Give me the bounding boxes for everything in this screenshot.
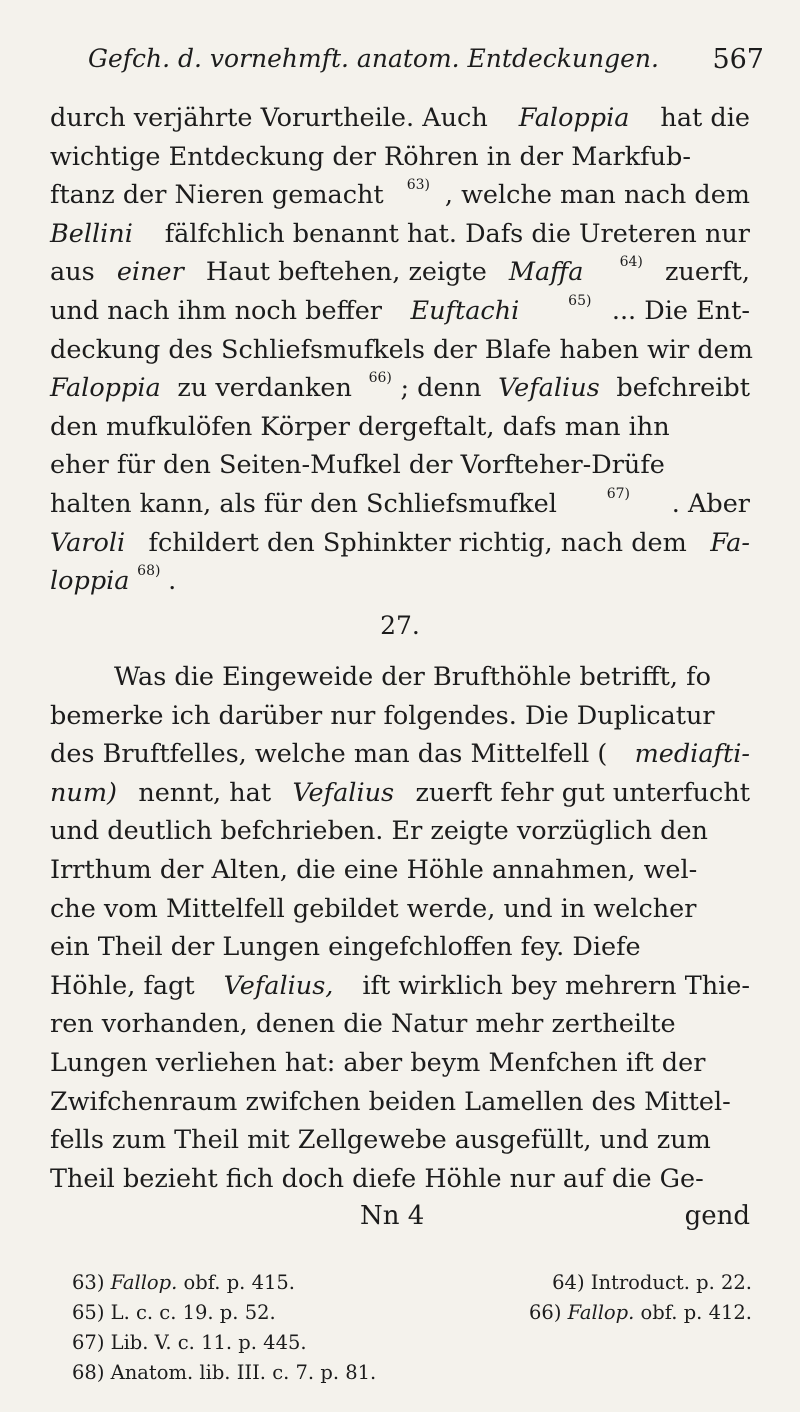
text-line: bemerke ich darüber nur folgendes. Die Duplicatur [50, 700, 715, 731]
footnote-63: 63) Fallop. obf. p. 415. [72, 1271, 295, 1294]
text-line: und deutlich befchrieben. Er zeigte vorzüglich den [50, 816, 708, 847]
footnote-ref: 67) [606, 485, 630, 502]
text-line: Varoli fchildert den Sphinkter richtig, nach dem Fa- [50, 527, 750, 558]
footnote-ref: 68) [137, 563, 161, 580]
signature-mark: Nn 4 [360, 1201, 425, 1231]
page-number: 567 [712, 44, 764, 75]
footnote-ref: 64) [619, 254, 643, 271]
text-line: den mufkulöfen Körper dergeftalt, dafs man ihn [50, 411, 670, 442]
text-line: deckung des Schliefsmufkels der Blafe haben wir dem [50, 334, 753, 365]
text-line: Irrthum der Alten, die eine Höhle annahmen, wel- [50, 854, 698, 885]
text-line: ein Theil der Lungen eingefchloffen fey. Diefe [50, 932, 641, 963]
footnote-67: 67) Lib. V. c. 11. p. 445. [72, 1331, 307, 1354]
paragraph-1 [50, 99, 753, 601]
text-line: Bellini fälfchlich benannt hat. Dafs die Ureteren nur [50, 218, 750, 249]
text-line: loppia $^{68)}$ . [50, 562, 750, 601]
text-line: ftanz der Nieren gemacht $^{63)}$ , welche man nach dem [50, 176, 750, 215]
text-line: num) nennt, hat Vefalius zuerft fehr gut unterfucht [50, 777, 750, 808]
footnote-65: 65) L. c. c. 19. p. 52. [72, 1301, 276, 1324]
running-header [88, 44, 764, 84]
footnotes [72, 1268, 752, 1388]
section-number: 27. [380, 611, 420, 640]
footnote-row [72, 1298, 752, 1328]
running-title: Gefch. d. vornehmft. anatom. Entdeckungen. [88, 44, 659, 73]
text-line: Lungen verliehen hat: aber beym Menfchen ift der [50, 1047, 706, 1078]
footnote-ref: 63) [406, 177, 430, 194]
text-line: fells zum Theil mit Zellgewebe ausgefüllt, und zum [50, 1125, 711, 1156]
text-line: ren vorhanden, denen die Natur mehr zertheilte [50, 1009, 676, 1040]
catchword: gend [684, 1201, 750, 1231]
text-line: Was die Eingeweide der Brufthöhle betrifft, fo [114, 662, 711, 692]
footnote-ref: 65) [568, 292, 592, 309]
text-line: Zwifchenraum zwifchen beiden Lamellen des Mittel- [50, 1086, 731, 1117]
text-line: und nach ihm noch beffer Euftachi $^{65)}$ ... Die Ent- [50, 292, 750, 331]
signature-line [50, 1201, 750, 1239]
text-line: halten kann, als für den Schliefsmufkel $^{67)}$ . Aber [50, 485, 750, 524]
footnote-row [72, 1268, 752, 1298]
footnote-64: 64) Introduct. p. 22. [552, 1271, 752, 1294]
text-line: aus einer Haut beftehen, zeigte Maffa $^{64)}$ zuerft, [50, 253, 750, 292]
text-line: eher für den Seiten-Mufkel der Vorfteher-Drüfe [50, 450, 665, 481]
text-line: des Bruftfelles, welche man das Mittelfell ( mediafti- [50, 739, 750, 770]
text-line: Faloppia zu verdanken $^{66)}$ ; denn Vefalius befchreibt [50, 369, 750, 408]
text-line: Höhle, fagt Vefalius, ift wirklich bey mehrern Thie- [50, 970, 750, 1001]
footnote-row [72, 1358, 752, 1388]
text-line: wichtige Entdeckung der Röhren in der Markfub- [50, 141, 691, 172]
footnote-row [72, 1328, 752, 1358]
text-line: durch verjährte Vorurtheile. Auch Faloppia hat die [50, 103, 750, 133]
paragraph-2 [50, 658, 750, 1198]
text-line: che vom Mittelfell gebildet werde, und in welcher [50, 893, 697, 924]
footnote-68: 68) Anatom. lib. III. c. 7. p. 81. [72, 1361, 377, 1384]
text-line: Theil bezieht fich doch diefe Höhle nur auf die Ge- [50, 1163, 704, 1194]
footnote-66: 66) Fallop. obf. p. 412. [529, 1301, 752, 1324]
footnote-ref: 66) [368, 370, 392, 387]
